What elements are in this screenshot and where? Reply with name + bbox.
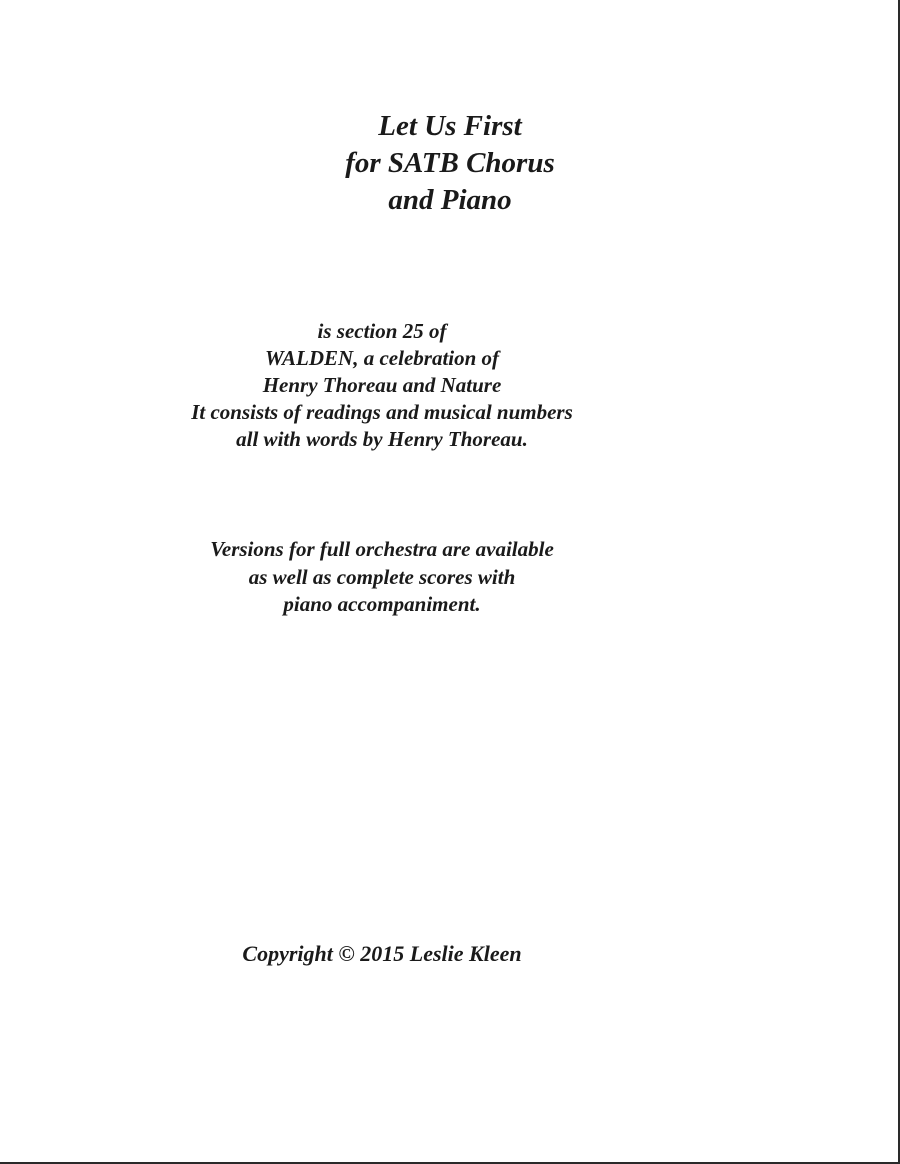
- description-line: all with words by Henry Thoreau.: [236, 427, 528, 451]
- subtitle-line: for SATB Chorus: [345, 147, 555, 179]
- versions-line: Versions for full orchestra are available: [210, 537, 554, 561]
- description-line: It consists of readings and musical numbers: [191, 400, 573, 424]
- description-line: Henry Thoreau and Nature: [262, 373, 502, 397]
- description-line: WALDEN, a celebration of: [264, 346, 500, 370]
- description-block: [152, 318, 612, 453]
- title-block: [296, 108, 604, 219]
- subtitle-line: and Piano: [388, 184, 512, 216]
- versions-line: piano accompaniment.: [283, 592, 481, 616]
- versions-block: [172, 536, 592, 619]
- description-line: is section 25 of: [317, 319, 447, 343]
- versions-line: as well as complete scores with: [248, 564, 516, 589]
- copyright-notice: Copyright © 2015 Leslie Kleen: [242, 941, 522, 966]
- title-line: Let Us First: [378, 110, 522, 142]
